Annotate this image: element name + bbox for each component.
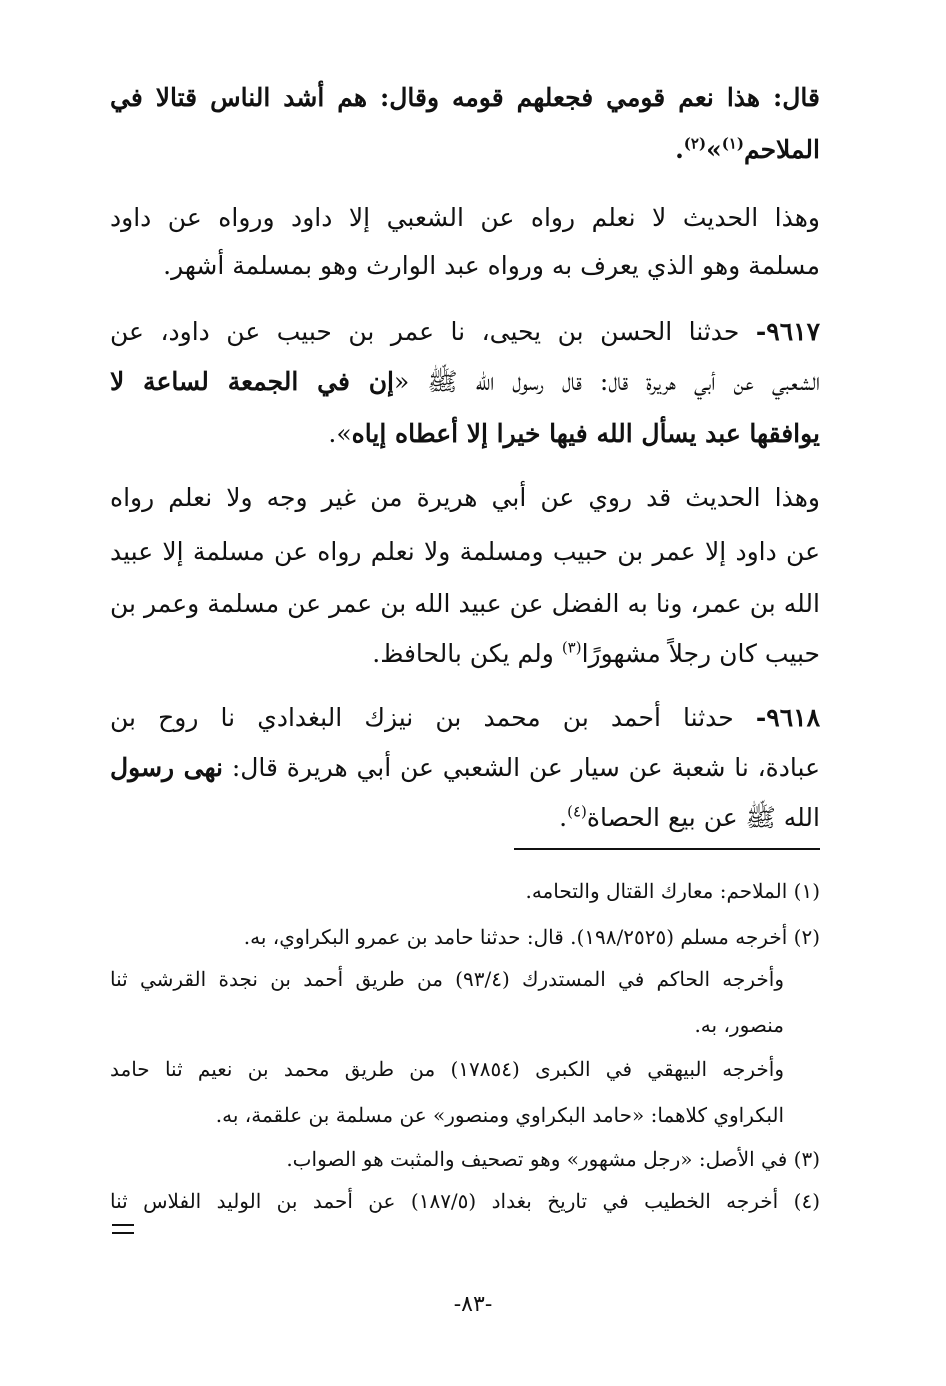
- footnote-ref-4: (٤): [567, 802, 587, 821]
- comment-line-2: عن داود إلا عمر بن حبيب ومسلمة ولا نعلم رواه عن مسلمة إلا عبيد: [110, 537, 820, 566]
- hadith-9618-line-3: [110, 796, 820, 844]
- hadith-number-9617: ٩٦١٧-: [755, 317, 820, 346]
- footnote-2-line-5: البكراوي كلاهما: «حامد البكراوي ومنصور» عن مسلمة بن علقمة، به.: [215, 1103, 784, 1127]
- body-line-2-text: الملاحم: [743, 135, 820, 164]
- hadith-9617-line-3: [110, 412, 820, 460]
- footnote-ref-3: (٣): [561, 638, 582, 657]
- hadith-number-9618: ٩٦١٨-: [755, 703, 820, 732]
- hadith-9617-text-2a: الشعبي عن أبي هريرة قال: قال رسول الله ﷺ «: [394, 367, 820, 396]
- continuation-mark: [112, 1224, 134, 1234]
- footnote-3: (٣) في الأصل: «رجل مشهور» وهو تصحيف والمثبت هو الصواب.: [286, 1147, 820, 1171]
- hadith-9617-line-1: [110, 310, 820, 358]
- comment-line-4: [110, 632, 820, 680]
- hadith-9617-line-2: [110, 360, 820, 408]
- footnote-ref-1: (١): [721, 134, 744, 153]
- comment-text-4a: حبيب كان رجلاً مشهورًا: [581, 639, 820, 668]
- hadith-9618-line-2: [110, 746, 820, 794]
- hadith-9617-text-2b: إن في الجمعة لساعة لا: [110, 367, 395, 396]
- body-line-3: وهذا الحديث لا نعلم رواه عن الشعبي إلا داود ورواه عن داود: [110, 203, 820, 232]
- hadith-9617-end: ».: [328, 419, 352, 448]
- footnote-separator: [514, 848, 820, 850]
- footnote-1: (١) الملاحم: معارك القتال والتحامه.: [525, 879, 820, 903]
- hadith-9618-line-1: [110, 696, 820, 744]
- footnote-2-line-3: منصور، به.: [694, 1013, 784, 1037]
- footnote-ref-2: (٢): [683, 134, 707, 153]
- body-line-1: قال: هذا نعم قومي فجعلهم قومه وقال: هم أشد الناس قتالا في: [110, 83, 820, 112]
- closing-quote: »: [706, 135, 722, 164]
- footnote-2-line-4: وأخرجه البيهقي في الكبرى (١٧٨٥٤) من طريق محمد بن نعيم ثنا حامد: [110, 1057, 784, 1081]
- hadith-9617-text-1: حدثنا الحسن بن يحيى، نا عمر بن حبيب عن داود، عن: [110, 317, 740, 346]
- footnote-2-line-2: وأخرجه الحاكم في المستدرك (٩٣/٤) من طريق أحمد بن نجدة القرشي ثنا: [110, 967, 784, 991]
- footnote-4: (٤) أخرجه الخطيب في تاريخ بغداد (١٨٧/٥) عن أحمد بن الوليد الفلاس ثنا: [110, 1189, 820, 1213]
- comment-line-1: وهذا الحديث قد روي عن أبي هريرة من غير وجه ولا نعلم رواه: [110, 483, 820, 512]
- hadith-9618-text-2a: عبادة، نا شعبة عن سيار عن الشعبي عن أبي هريرة قال:: [223, 753, 820, 782]
- hadith-9618-end: .: [559, 803, 568, 832]
- hadith-9618-text-2b: نهى رسول: [110, 753, 223, 782]
- hadith-9618-text-1: حدثنا أحمد بن محمد بن نيزك البغدادي نا روح بن: [110, 703, 734, 732]
- page-number: -٨٣-: [453, 1292, 493, 1317]
- comment-line-3: الله بن عمر، ونا به الفضل عن عبيد الله بن عمر عن مسلمة وعمر بن: [110, 589, 820, 618]
- footnote-2: (٢) أخرجه مسلم (١٩٨/٢٥٢٥). قال: حدثنا حامد بن عمرو البكراوي، به.: [243, 925, 820, 949]
- comment-text-4b: ولم يكن بالحافظ.: [372, 639, 554, 668]
- period: .: [675, 135, 684, 164]
- hadith-9617-text-3: يوافقها عبد يسأل الله فيها خيرا إلا أعطاه إياه: [351, 419, 820, 448]
- body-line-4: مسلمة وهو الذي يعرف به ورواه عبد الوارث وهو بمسلمة أشهر.: [163, 251, 820, 280]
- hadith-9618-text-3: الله ﷺ عن بيع الحصاة: [586, 803, 820, 832]
- body-line-2: [110, 128, 820, 176]
